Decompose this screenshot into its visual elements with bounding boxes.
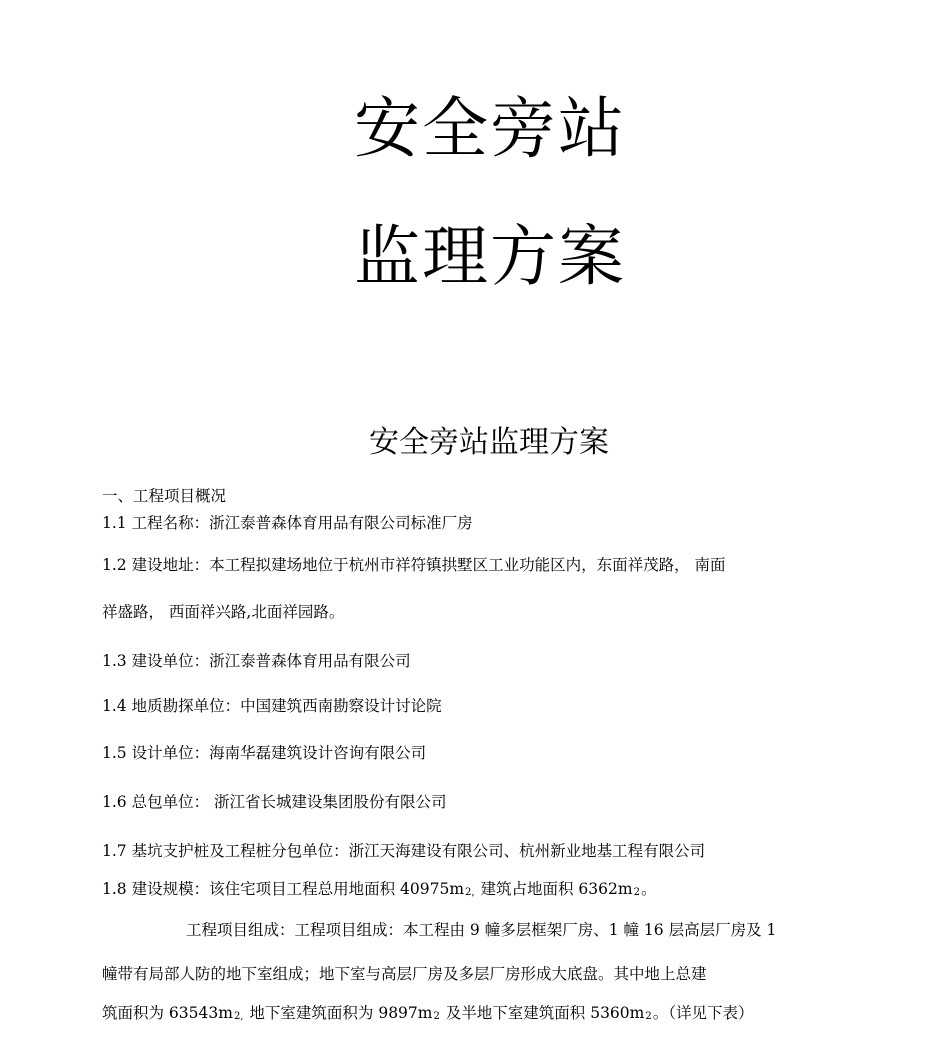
cover-title-line-1: 安全旁站 bbox=[354, 90, 626, 167]
item-subcontractor: 1.7 基坑支护桩及工程桩分包单位：浙江天海建设有限公司、杭州新业地基工程有限公司 bbox=[102, 842, 706, 860]
item-design-unit: 1.5 设计单位：海南华磊建筑设计咨询有限公司 bbox=[102, 744, 427, 762]
scale-text-2: 建筑占地面积 6362m bbox=[475, 880, 633, 898]
item-scale bbox=[102, 882, 656, 898]
composition-line-2: 幢带有局部人防的地下室组成；地下室与高层厂房及多层厂房形成大底盘。其中地上总建 bbox=[102, 965, 707, 983]
scale-sub-2: 2 bbox=[633, 887, 640, 898]
composition-line-3 bbox=[102, 1006, 754, 1022]
section-heading: 一、工程项目概况 bbox=[102, 487, 227, 505]
document-title: 安全旁站监理方案 bbox=[369, 425, 609, 460]
composition-sub-2: 2 bbox=[433, 1011, 440, 1022]
cover-title-line-2: 监理方案 bbox=[354, 218, 626, 295]
item-address-line-2: 祥盛路， 西面祥兴路,北面祥园路。 bbox=[102, 603, 345, 621]
item-address-line-1: 1.2 建设地址：本工程拟建场地位于杭州市祥符镇拱墅区工业功能区内，东面祥茂路， 南面 bbox=[102, 556, 726, 574]
composition-text-1: 筑面积为 63543m bbox=[102, 1004, 233, 1022]
composition-text-2: 地下室建筑面积为 9897m bbox=[244, 1004, 433, 1022]
scale-sub-1: 2, bbox=[465, 887, 475, 898]
item-project-name: 1.1 工程名称：浙江泰普森体育用品有限公司标准厂房 bbox=[102, 514, 473, 532]
composition-sub-1: 2, bbox=[233, 1011, 244, 1022]
scale-text-1: 1.8 建设规模：该住宅项目工程总用地面积 40975m bbox=[102, 880, 465, 898]
composition-text-4: 。（详见下表） bbox=[652, 1004, 754, 1022]
scale-text-3: 。 bbox=[640, 880, 657, 898]
composition-line-1: 工程项目组成：工程项目组成：本工程由 9 幢多层框架厂房、1 幢 16 层高层厂房及 1 bbox=[186, 921, 777, 939]
item-general-contractor: 1.6 总包单位： 浙江省长城建设集团股份有限公司 bbox=[102, 793, 447, 811]
composition-sub-3: 2 bbox=[645, 1011, 652, 1022]
item-survey-unit: 1.4 地质勘探单位：中国建筑西南勘察设计讨论院 bbox=[102, 697, 442, 715]
item-owner: 1.3 建设单位：浙江泰普森体育用品有限公司 bbox=[102, 652, 411, 670]
composition-text-3: 及半地下室建筑面积 5360m bbox=[440, 1004, 645, 1022]
